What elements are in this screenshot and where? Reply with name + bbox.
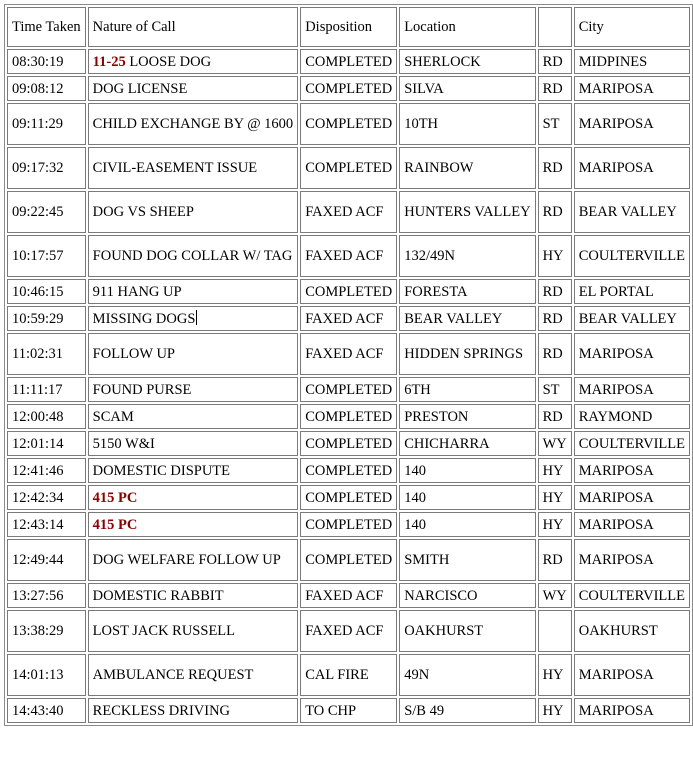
nature-of-call-cell (88, 431, 299, 456)
location-cell: 140 (399, 485, 535, 510)
table-row (7, 654, 690, 696)
disposition-cell: COMPLETED (300, 377, 397, 402)
disposition-cell: FAXED ACF (300, 306, 397, 331)
disposition-cell: COMPLETED (300, 485, 397, 510)
street-suffix-cell: ST (538, 103, 572, 145)
time-cell: 12:41:46 (7, 458, 86, 483)
location-cell: 140 (399, 512, 535, 537)
call-description: AMBULANCE REQUEST (92, 667, 254, 683)
call-description: SCAM (92, 408, 134, 425)
nature-of-call-cell (88, 458, 299, 483)
nature-of-call-cell (88, 698, 299, 723)
street-suffix-cell: RD (538, 539, 572, 581)
call-code: 11-25 (92, 53, 126, 70)
street-suffix-cell: HY (538, 512, 572, 537)
street-suffix-cell: RD (538, 279, 572, 304)
location-cell: HUNTERS VALLEY (399, 191, 535, 233)
location-cell: 6TH (399, 377, 535, 402)
time-cell: 13:27:56 (7, 583, 86, 608)
nature-of-call-cell (88, 539, 299, 581)
location-cell: SILVA (399, 76, 535, 101)
street-suffix-cell (538, 610, 572, 652)
nature-of-call-cell (88, 583, 299, 608)
header-row (7, 7, 690, 47)
time-cell: 11:02:31 (7, 333, 86, 375)
time-cell: 10:17:57 (7, 235, 86, 277)
disposition-cell: FAXED ACF (300, 610, 397, 652)
table-row (7, 147, 690, 189)
location-cell: FORESTA (399, 279, 535, 304)
call-description: LOOSE DOG (129, 53, 212, 70)
time-cell: 14:01:13 (7, 654, 86, 696)
table-row (7, 279, 690, 304)
city-cell: MARIPOSA (574, 333, 690, 375)
call-description: FOUND DOG COLLAR W/ TAG (92, 248, 293, 264)
call-description: 911 HANG UP (92, 283, 182, 300)
nature-of-call-cell (88, 279, 299, 304)
disposition-cell: COMPLETED (300, 49, 397, 74)
disposition-cell: COMPLETED (300, 431, 397, 456)
nature-of-call-cell (88, 512, 299, 537)
city-cell: COULTERVILLE (574, 583, 690, 608)
disposition-cell: FAXED ACF (300, 583, 397, 608)
location-cell: RAINBOW (399, 147, 535, 189)
time-cell: 10:59:29 (7, 306, 86, 331)
table-row (7, 610, 690, 652)
call-description: DOMESTIC DISPUTE (92, 462, 231, 479)
street-suffix-cell: RD (538, 333, 572, 375)
location-cell: OAKHURST (399, 610, 535, 652)
location-cell: NARCISCO (399, 583, 535, 608)
location-cell: HIDDEN SPRINGS (399, 333, 535, 375)
table-row (7, 431, 690, 456)
call-description: DOG WELFARE FOLLOW UP (92, 552, 281, 568)
street-suffix-cell: HY (538, 698, 572, 723)
city-cell: MARIPOSA (574, 539, 690, 581)
street-suffix-cell: WY (538, 583, 572, 608)
nature-of-call-cell (88, 76, 299, 101)
city-cell: RAYMOND (574, 404, 690, 429)
street-suffix-cell: HY (538, 235, 572, 277)
street-suffix-cell: HY (538, 485, 572, 510)
nature-of-call-cell (88, 147, 299, 189)
city-cell: MARIPOSA (574, 103, 690, 145)
disposition-cell: COMPLETED (300, 512, 397, 537)
call-description: DOG VS SHEEP (92, 204, 194, 220)
table-row (7, 103, 690, 145)
street-suffix-cell: HY (538, 654, 572, 696)
nature-of-call-cell (88, 610, 299, 652)
time-cell: 13:38:29 (7, 610, 86, 652)
city-cell: MARIPOSA (574, 76, 690, 101)
location-cell: 10TH (399, 103, 535, 145)
call-log-table (4, 4, 693, 726)
table-row (7, 458, 690, 483)
table-row (7, 377, 690, 402)
street-suffix-cell: WY (538, 431, 572, 456)
call-code: 415 PC (92, 489, 138, 506)
city-cell: EL PORTAL (574, 279, 690, 304)
nature-of-call-cell (88, 49, 299, 74)
nature-of-call-cell (88, 404, 299, 429)
table-row (7, 191, 690, 233)
nature-of-call-cell (88, 235, 299, 277)
street-suffix-cell: RD (538, 191, 572, 233)
nature-of-call-cell (88, 333, 299, 375)
disposition-cell: COMPLETED (300, 103, 397, 145)
disposition-cell: FAXED ACF (300, 191, 397, 233)
col-header-disposition: Disposition (300, 7, 397, 47)
call-description: CIVIL-EASEMENT ISSUE (92, 160, 258, 176)
time-cell: 12:49:44 (7, 539, 86, 581)
table-row (7, 512, 690, 537)
city-cell: MARIPOSA (574, 377, 690, 402)
location-cell: BEAR VALLEY (399, 306, 535, 331)
table-row (7, 698, 690, 723)
street-suffix-cell: RD (538, 306, 572, 331)
time-cell: 12:00:48 (7, 404, 86, 429)
street-suffix-cell: HY (538, 458, 572, 483)
street-suffix-cell: RD (538, 49, 572, 74)
location-cell: 132/49N (399, 235, 535, 277)
call-description: DOMESTIC RABBIT (92, 587, 224, 604)
disposition-cell: COMPLETED (300, 458, 397, 483)
city-cell: MARIPOSA (574, 512, 690, 537)
time-cell: 09:08:12 (7, 76, 86, 101)
city-cell: BEAR VALLEY (574, 306, 690, 331)
city-cell: MARIPOSA (574, 485, 690, 510)
city-cell: OAKHURST (574, 610, 690, 652)
call-description: DOG LICENSE (92, 80, 188, 97)
location-cell: SHERLOCK (399, 49, 535, 74)
disposition-cell: FAXED ACF (300, 333, 397, 375)
col-header-location: Location (399, 7, 535, 47)
nature-of-call-cell (88, 306, 299, 331)
location-cell: 49N (399, 654, 535, 696)
city-cell: BEAR VALLEY (574, 191, 690, 233)
text-cursor (196, 310, 197, 325)
disposition-cell: CAL FIRE (300, 654, 397, 696)
call-description: 5150 W&I (92, 435, 155, 452)
table-row (7, 485, 690, 510)
time-cell: 09:22:45 (7, 191, 86, 233)
nature-of-call-cell (88, 103, 299, 145)
city-cell: MARIPOSA (574, 654, 690, 696)
col-header-suffix (538, 7, 572, 47)
nature-of-call-cell (88, 377, 299, 402)
table-row (7, 404, 690, 429)
nature-of-call-cell (88, 654, 299, 696)
call-description: LOST JACK RUSSELL (92, 623, 236, 639)
time-cell: 09:11:29 (7, 103, 86, 145)
call-code: 415 PC (92, 516, 138, 533)
time-cell: 12:01:14 (7, 431, 86, 456)
disposition-cell: COMPLETED (300, 539, 397, 581)
street-suffix-cell: RD (538, 76, 572, 101)
time-cell: 09:17:32 (7, 147, 86, 189)
table-row (7, 306, 690, 331)
disposition-cell: FAXED ACF (300, 235, 397, 277)
disposition-cell: TO CHP (300, 698, 397, 723)
call-description: RECKLESS DRIVING (92, 702, 231, 719)
nature-of-call-cell (88, 485, 299, 510)
city-cell: MARIPOSA (574, 698, 690, 723)
disposition-cell: COMPLETED (300, 404, 397, 429)
time-cell: 08:30:19 (7, 49, 86, 74)
city-cell: COULTERVILLE (574, 235, 690, 277)
city-cell: MIDPINES (574, 49, 690, 74)
col-header-nature-of-call: Nature of Call (88, 7, 299, 47)
table-row (7, 539, 690, 581)
street-suffix-cell: RD (538, 147, 572, 189)
city-cell: MARIPOSA (574, 147, 690, 189)
time-cell: 14:43:40 (7, 698, 86, 723)
nature-of-call-cell (88, 191, 299, 233)
street-suffix-cell: RD (538, 404, 572, 429)
time-cell: 12:42:34 (7, 485, 86, 510)
col-header-time: Time Taken (7, 7, 86, 47)
disposition-cell: COMPLETED (300, 279, 397, 304)
location-cell: S/B 49 (399, 698, 535, 723)
call-description: FOUND PURSE (92, 381, 192, 398)
city-cell: COULTERVILLE (574, 431, 690, 456)
col-header-city: City (574, 7, 690, 47)
table-row (7, 49, 690, 74)
time-cell: 10:46:15 (7, 279, 86, 304)
street-suffix-cell: ST (538, 377, 572, 402)
location-cell: 140 (399, 458, 535, 483)
table-row (7, 235, 690, 277)
location-cell: PRESTON (399, 404, 535, 429)
disposition-cell: COMPLETED (300, 147, 397, 189)
disposition-cell: COMPLETED (300, 76, 397, 101)
call-description: FOLLOW UP (92, 346, 175, 362)
time-cell: 12:43:14 (7, 512, 86, 537)
table-row (7, 333, 690, 375)
call-description: CHILD EXCHANGE BY @ 1600 (92, 116, 294, 132)
city-cell: MARIPOSA (574, 458, 690, 483)
call-description: MISSING DOGS (92, 311, 196, 327)
table-row (7, 583, 690, 608)
location-cell: SMITH (399, 539, 535, 581)
location-cell: CHICHARRA (399, 431, 535, 456)
time-cell: 11:11:17 (7, 377, 86, 402)
table-row (7, 76, 690, 101)
